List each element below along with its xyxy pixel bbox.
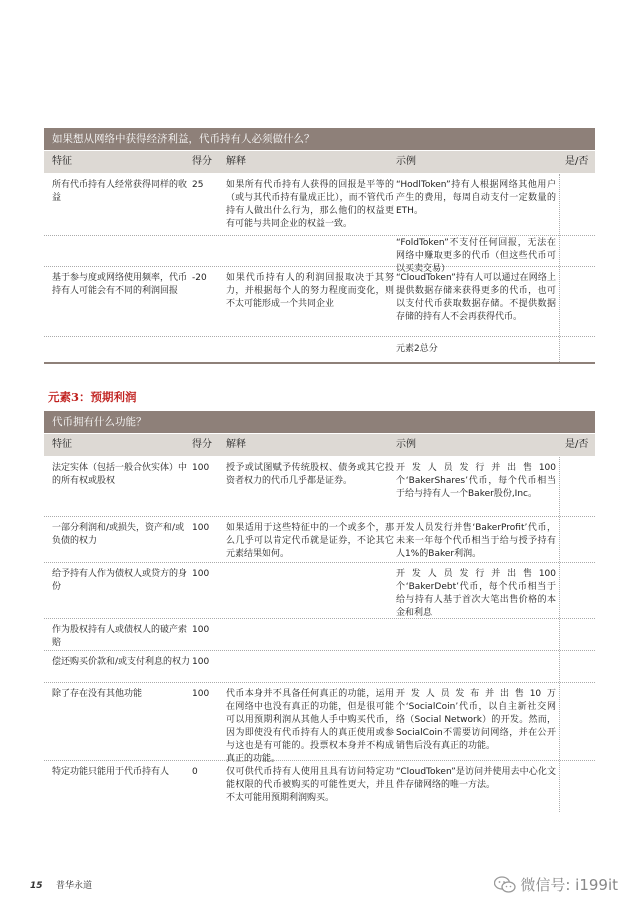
example-cell: 开发人员发布并出售10万个‘SocialCoin’代币，以自主新社交网络（Social Network）的开发。然而，SocialCoin不需要访问网络，并在公开销售后没有真正的功能。 <box>396 689 556 751</box>
total-row <box>44 337 595 363</box>
col-yes-no: 是/否 <box>565 439 589 450</box>
wechat-watermark <box>494 874 618 895</box>
example-text: “HodlToken”持有人根据网络其他用户产生的费用，每周自动支付一定数量的ETH。 <box>396 180 556 216</box>
col-explanation: 解释 <box>226 439 246 450</box>
page-number: 15 <box>30 881 43 891</box>
example-text: “CloudToken”持有人可以通过在网络上提供数据存储来获得更多的代币，也可以支付代币获取数据存储。不提供数据存储的持有人不会再获得代币。 <box>396 273 556 322</box>
feature-cell: 所有代币持有人经常获得同样的收益 <box>52 180 188 203</box>
example-cell: 开发人员发行并出售100个‘BakerShares’代币，每个代币相当于给与持有人一个Baker股份,Inc。 <box>396 463 556 499</box>
table-row <box>44 563 595 619</box>
feature-cell: 基于参与度或网络使用频率，代币持有人可能会有不同的利润回报 <box>52 273 188 296</box>
feature-cell: 法定实体（包括一般合伙实体）中的所有权或股权 <box>52 463 188 486</box>
watermark-text: 微信号: i199it <box>520 876 618 894</box>
table-row <box>44 761 595 811</box>
col-score: 得分 <box>192 439 212 450</box>
explanation-cell: 如果适用于这些特征中的一个或多个，那么几乎可以肯定代币就是证券，不论其它元素结果如何。 <box>226 523 394 559</box>
col-feature: 特征 <box>52 439 72 450</box>
wechat-icon <box>494 876 516 894</box>
col-example: 示例 <box>396 156 416 167</box>
col-yes-no: 是/否 <box>565 156 589 167</box>
table-row <box>44 651 595 683</box>
example-cell: “CloudToken”是访问并使用去中心化文件存储网络的唯一方法。 <box>396 767 556 790</box>
table-row <box>44 457 595 517</box>
table2-section-header: 代币拥有什么功能？ <box>44 411 595 433</box>
section-title: 元素3：预期利润 <box>48 390 137 404</box>
score-cell: 100 <box>192 689 210 699</box>
feature-cell: 偿还购买价款和/或支付利息的权力 <box>52 657 191 667</box>
firm-name: 普华永道 <box>56 881 93 891</box>
score-cell: 100 <box>192 569 210 579</box>
explanation-cell: 代币本身并不具备任何真正的功能，运用在网络中也没有真正的功能，但是很可能可以用预期利润从其他人手中购买代币，因为即使没有代币持有人的真正使用或参与这也是有可能的。投票权本身并不构成真正的功能。 <box>226 689 394 764</box>
explanation-cell: 授予或试图赋予传统股权、债务或其它投资者权力的代币几乎都是证券。 <box>226 463 394 486</box>
table1-bottom-rule <box>44 362 595 364</box>
table1-column-header <box>44 151 595 173</box>
score-cell: 100 <box>192 463 210 473</box>
table-row <box>44 619 595 651</box>
col-explanation: 解释 <box>226 156 246 167</box>
col-score: 得分 <box>192 156 212 167</box>
explanation-cell: 如果代币持有人的利润回报取决于其努力，并根据每个人的努力程度而变化，则不太可能形成一个共同企业 <box>226 273 394 309</box>
table2-column-header <box>44 434 595 456</box>
example-cell <box>396 272 556 328</box>
table1-section-header: 如果想从网络中获得经济利益，代币持有人必须做什么？ <box>44 128 595 150</box>
total-label: 元素2总分 <box>396 344 438 354</box>
score-cell: 100 <box>192 625 210 635</box>
example-cell: 开发人员发行并出售100个‘BakerDebt’代币，每个代币相当于给与持有人基于首次大笔出售价格的本金和利息 <box>396 569 556 618</box>
feature-cell: 除了存在没有其他功能 <box>52 689 143 699</box>
score-cell: 100 <box>192 657 210 667</box>
score-cell: -20 <box>192 273 207 283</box>
score-cell: 100 <box>192 523 210 533</box>
feature-cell: 特定功能只能用于代币持有人 <box>52 767 170 777</box>
table-row <box>44 237 595 274</box>
feature-cell: 给予持有人作为债权人或贷方的身份 <box>52 569 188 592</box>
feature-cell: 作为股权持有人或债权人的破产索赔 <box>52 625 188 648</box>
score-cell: 25 <box>192 180 204 190</box>
example-text: “FoldToken”不支付任何回报，无法在网络中赚取更多的代币（但这些代币可以买卖交易） <box>396 238 556 274</box>
feature-cell: 一部分利润和/或损失，资产和/或负债的权力 <box>52 523 185 546</box>
table-row <box>44 683 595 764</box>
table-row <box>44 517 595 563</box>
table-row <box>44 267 595 337</box>
explanation-cell: 如果所有代币持有人获得的回报是平等的（或与其代币持有量成正比），而不管代币持有人做出什么行为，那么他们的权益更有可能与共同企业的权益一致。 <box>226 180 394 229</box>
col-feature: 特征 <box>52 156 72 167</box>
table2-body <box>44 457 595 812</box>
col-example: 示例 <box>396 439 416 450</box>
table1-body <box>44 174 595 364</box>
score-cell: 0 <box>192 767 198 777</box>
explanation-cell: 仅可供代币持有人使用且具有访问特定功能权限的代币被购买的可能性更大，并且不太可能用预期利润购买。 <box>226 767 394 803</box>
example-cell: 开发人员发行并售‘BakerProfit’代币，未来一年每个代币相当于给与授予持有人1%的Baker利润。 <box>396 523 556 559</box>
